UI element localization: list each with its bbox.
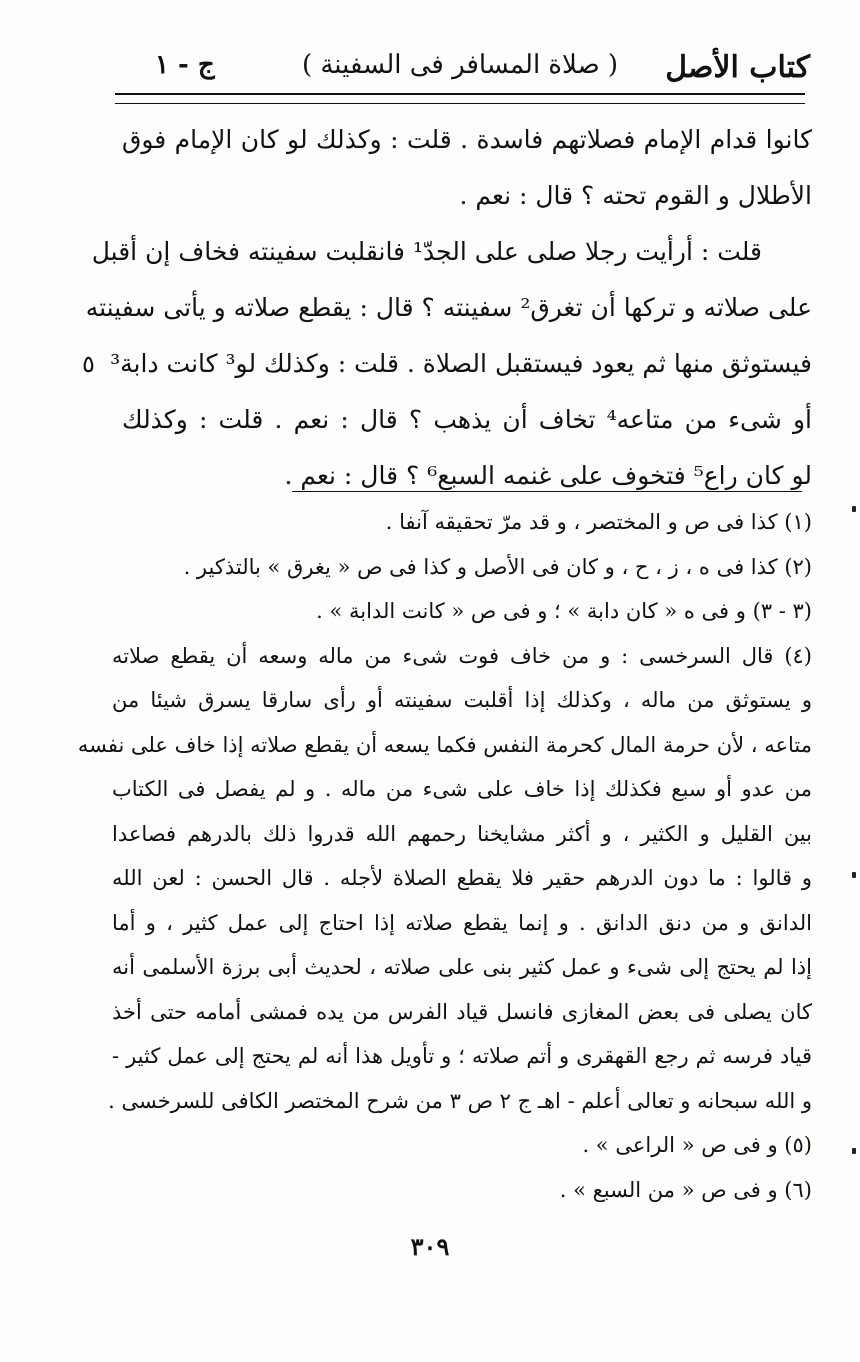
footnote-line: بين القليل و الكثير ، و أكثر مشايخنا رحمهم الله قدروا ذلك بالدرهم فصاعدا	[112, 821, 812, 846]
footnote-line: (٦) و فى ص « من السبع » .	[559, 1177, 812, 1202]
scan-speck	[852, 506, 856, 512]
text-line: الأطلال و القوم تحته ؟ قال : نعم .	[459, 181, 812, 210]
footnote-line: و يستوثق من ماله ، وكذلك إذا أقلبت سفينته أو رأى سارقا يسرق شيئا من	[112, 688, 812, 712]
footnote-line: من عدو أو سبع فكذلك إذا خاف على شىء من ماله . و لم يفصل فى الكتاب	[112, 777, 812, 801]
text-line: لو كان راع⁵ فتخوف على غنمه السبع⁶ ؟ قال : نعم .	[284, 461, 812, 490]
footnote-line: (٤) قال السرخسى : و من خاف فوت شىء من ماله وسعه أن يقطع صلاته	[112, 643, 812, 668]
footnote-line: و قالوا : ما دون الدرهم حقير فلا يقطع الصلاة لأجله . قال الحسن : لعن الله	[112, 866, 812, 890]
footnote-line: (١) كذا فى ص و المختصر ، و قد مرّ تحقيقه آنفا .	[385, 510, 812, 534]
text-line: على صلاته و تركها أن تغرق² سفينته ؟ قال : يقطع صلاته و يأتى سفينته	[85, 293, 812, 322]
main-text	[82, 112, 812, 504]
footnote-line: و الله سبحانه و تعالى أعلم - اهـ ج ٢ ص ٣ من شرح المختصر الكافى للسرخسى .	[108, 1088, 812, 1113]
footnote-line: إذا لم يحتج إلى شىء و عمل كثير بنى على صلاته ، لحديث أبى برزة الأسلمى أنه	[112, 955, 812, 979]
header-rule	[115, 93, 805, 95]
footnote-line: (٣ - ٣) و فى ه « كان دابة » ؛ و فى ص « كانت الدابة » .	[316, 599, 812, 623]
text-line-content: فيستوثق منها ثم يعود فيستقبل الصلاة . قلت : وكذلك لو³ كانت دابة³	[110, 349, 812, 378]
text-line: كانوا قدام الإمام فصلاتهم فاسدة . قلت : وكذلك لو كان الإمام فوق	[122, 125, 812, 154]
scan-speck	[852, 1148, 856, 1154]
section-title: ( صلاة المسافر فى السفينة )	[301, 50, 619, 80]
page-number: ٣٠٩	[410, 1232, 450, 1261]
footnote-line: (٥) و فى ص « الراعى » .	[582, 1133, 812, 1157]
book-title: كتاب الأصل	[665, 50, 810, 85]
running-header	[110, 44, 810, 90]
footnote-line: متاعه ، لأن حرمة المال كحرمة النفس فكما يسعه أن يقطع صلاته إذا خاف على نفسه	[77, 732, 812, 757]
footnote-line: كان يصلى فى بعض المغازى فانسل قياد الفرس من يده فمشى أمامه حتى أخذ	[112, 999, 812, 1024]
part-number: ج - ١	[155, 50, 215, 80]
margin-line-number: ٥	[82, 350, 95, 378]
text-line: أو شىء من متاعه⁴ تخاف أن يذهب ؟ قال : نعم . قلت : وكذلك	[122, 405, 812, 434]
footnote-line: الدانق و من دنق الدانق . و إنما يقطع صلاته إذا احتاج إلى عمل كثير ، و أما	[112, 910, 812, 935]
text-line	[82, 336, 812, 392]
header-rule-thin	[115, 103, 805, 104]
footnote-line: قياد فرسه ثم رجع القهقرى و أتم صلاته ؛ و تأويل هذا أنه لم يحتج إلى عمل كثير -	[112, 1044, 812, 1068]
scan-speck	[852, 872, 856, 878]
footnote-separator	[292, 491, 802, 492]
footnote-line: (٢) كذا فى ه ، ز ، ح ، و كان فى الأصل و كذا فى ص « يغرق » بالتذكير .	[183, 554, 812, 579]
footnotes	[77, 500, 812, 1212]
text-line: قلت : أرأيت رجلا صلى على الجدّ¹ فانقلبت سفينته فخاف إن أقبل	[91, 237, 762, 266]
